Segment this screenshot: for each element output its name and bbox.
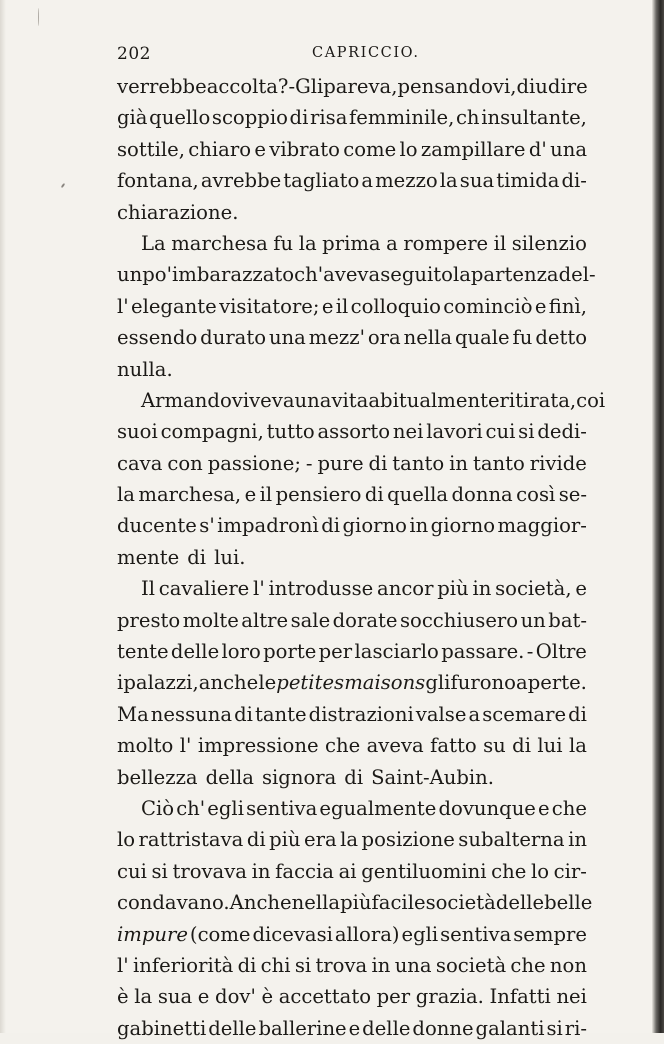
text-line [117,510,587,541]
word: giorno [430,514,496,538]
word: La [141,231,166,255]
word: cir- [553,859,587,883]
word: delle [170,640,220,664]
word: compagni, [160,420,264,444]
word: sale [290,608,331,632]
word: s' [199,514,215,538]
word: era [304,828,337,852]
word: verrebbe [117,75,207,98]
word: essendo [117,326,198,350]
word: si [151,859,168,883]
word: di [187,545,207,569]
word: finì, [548,294,587,318]
word: durato [200,326,267,350]
word: imbarazzato [171,263,295,287]
word: partenza [470,263,559,287]
word: furono [450,671,516,695]
word: ch'aveva [294,263,381,287]
text-line [117,667,587,698]
word: sua [459,169,495,193]
paper-speck [61,183,66,188]
word: fatto [430,734,477,758]
word: passione; [207,451,301,475]
word: ch' [176,796,206,820]
running-title: CAPRICCIO. [312,45,420,61]
word: e [244,483,257,507]
word: ri- [564,1016,587,1040]
word: silenzio [511,231,587,255]
word: lui. [214,545,246,569]
word: la [134,985,153,1009]
word: nella [403,326,453,350]
word: e [254,137,266,161]
word: e [197,985,210,1009]
word: lui [537,734,563,758]
word: ai [338,859,357,883]
text-line [117,134,587,165]
word: la [439,169,458,193]
word: della [205,765,254,789]
word: risa [310,106,348,130]
word: signora [261,765,337,789]
word: la [117,483,135,507]
word: l' [117,953,129,977]
word: una [294,388,332,412]
word: e [534,294,547,318]
word: tente [117,640,169,664]
word: vita [331,388,369,412]
word: quella [387,483,449,507]
page-gutter-shadow [0,0,6,1033]
word: ora [367,326,401,350]
word: fontana, [117,169,199,193]
word: accolta? [206,75,289,98]
word: avrebbe [200,169,282,193]
word: quale [454,326,510,350]
word: su [483,734,506,758]
word: tante [254,702,307,726]
word: dicevasi [252,922,333,946]
word: una [394,953,432,977]
word: dovunque [438,796,536,820]
word: in [449,451,468,475]
word: impadronì [217,514,319,538]
word: zampillare [420,137,526,161]
word: in [409,514,429,538]
word: donne [412,1016,474,1040]
italic-word: maisons [344,671,426,695]
word: Saint-Aubin. [371,765,495,789]
text-line [117,950,587,981]
text-line [117,197,587,228]
word: timida [496,169,560,193]
word: lo [399,137,418,161]
word: facile [371,891,426,915]
word: Ma [117,702,149,726]
word: (come [189,922,251,946]
word: già [117,106,148,130]
word: e [348,1016,361,1040]
word: molto [117,734,174,758]
text-line [117,291,587,322]
word: trova [315,953,368,977]
word: lo [530,859,550,883]
word: società [435,953,507,977]
word: mente [117,545,180,569]
word: distrazioni [308,702,414,726]
word: ritirata, [499,388,577,412]
word: i [117,671,124,695]
word: gli [425,671,451,695]
word: a [386,231,398,255]
word: galanti [475,1016,545,1040]
word: altre [241,608,289,632]
word: lavori [426,420,483,444]
italic-word: impure [117,922,188,946]
word: di [344,765,364,789]
word: trovava [172,859,247,883]
word: marchesa [171,231,268,255]
word: nulla. [117,357,173,381]
word: ancor [377,577,434,601]
word: si [294,953,312,977]
word: di [568,702,587,726]
word: gabinetti [117,1016,207,1040]
word: condavano. [117,891,230,915]
word: abitualmente [368,388,500,412]
text-line [117,636,587,667]
word: belle [544,891,593,915]
text-line [117,448,587,479]
word: il [259,483,273,507]
word: faccia [275,859,334,883]
word: introdusse [268,577,374,601]
word: di [289,106,309,130]
word: più [340,891,372,915]
word: scemare [482,702,567,726]
word: di- [561,169,587,193]
word: delle [362,1016,411,1040]
word: di [364,483,384,507]
word: che [491,859,527,883]
word: di [321,514,341,538]
word: è [261,985,274,1009]
word: chiaro [188,137,252,161]
word: grazia. [415,985,484,1009]
word: ducente [117,514,197,538]
word: sentiva [440,922,512,946]
word: - [526,640,534,664]
text-line [117,856,587,887]
text-line [117,416,587,447]
page-edge-binding [652,0,664,1033]
text-line [117,824,587,855]
word: cui [117,859,147,883]
word: più [269,828,301,852]
word: colloquio [350,294,441,318]
word: pensandovi, [397,75,517,98]
text-line [117,762,587,793]
word: accettato [278,985,372,1009]
text-line [117,102,587,133]
text-line [117,699,587,730]
word: che [551,796,587,820]
word: viveva [231,388,295,412]
word: la [452,263,471,287]
text-line [117,605,587,636]
text-line [117,919,587,950]
word: in [371,953,391,977]
word: in [568,828,587,852]
text-line [117,228,587,259]
word: tanto [392,451,445,475]
word: femminile, [349,106,455,130]
word: delle [208,1016,257,1040]
word: l' [253,577,265,601]
word: subalterna [458,828,565,852]
word: coi [576,388,606,412]
word: bellezza [117,765,198,789]
text-line [117,322,587,353]
word: sottile, [117,137,185,161]
word: dov' [215,985,256,1009]
word: per [318,640,353,664]
word: nei [392,420,424,444]
word: marchesa, [138,483,242,507]
paper-speck [38,8,39,26]
word: a [468,702,481,726]
word: Infatti [489,985,551,1009]
word: che [510,953,546,977]
word: rivide [529,451,587,475]
word: visitatore; [219,294,320,318]
word: sentiva [246,796,318,820]
word: mezz' [308,326,365,350]
word: socchiusero [399,608,519,632]
word: egli [207,796,244,820]
word: a [361,169,374,193]
italic-word: petites [276,671,345,695]
word: cui [485,420,516,444]
word: più [437,577,469,601]
text-line [117,887,593,918]
word: tanto [472,451,525,475]
word: nessuna [150,702,233,726]
word: l' [179,734,192,758]
text-line [117,542,587,573]
word: bat- [548,608,587,632]
word: e [575,577,587,601]
text-line [117,71,587,102]
word: pure [317,451,364,475]
word: valse [415,702,467,726]
word: sua [157,985,193,1009]
page-number: 202 [117,44,151,64]
word: le [258,671,277,695]
word: inferiorità [132,953,234,977]
word: Ciò [141,796,175,820]
word: loro [221,640,261,664]
word: prima [322,231,381,255]
word: un [117,263,143,287]
word: che [325,734,361,758]
word: chiarazione. [117,200,239,224]
word: ch [455,106,480,130]
word: società [425,891,496,915]
word: Gli [295,75,324,98]
text-line [117,981,587,1012]
word: un [520,608,546,632]
word: delle [495,891,545,915]
word: così [516,483,556,507]
word: con [167,451,203,475]
word: per [376,985,411,1009]
word: la [298,231,317,255]
word: Anche [229,891,292,915]
word: elegante [130,294,217,318]
word: di [368,451,388,475]
word: nella [291,891,341,915]
text-line [117,354,587,385]
text-line [117,385,606,416]
word: posizione [361,828,455,852]
word: si [546,1016,563,1040]
word: allora) [334,922,400,946]
word: dorate [332,608,398,632]
word: se- [558,483,587,507]
text-line [117,1013,587,1044]
word: sempre [513,922,587,946]
word: Armando [141,388,232,412]
word: e [321,294,334,318]
word: - [305,451,313,475]
word: detto [535,326,587,350]
text-line [117,259,596,290]
word: il [493,231,507,255]
word: lo [117,828,136,852]
word: di [516,75,536,98]
running-header [117,44,587,68]
word: chi [260,953,291,977]
word: gentiluomini [361,859,487,883]
word: egli [401,922,439,946]
word: in [251,859,271,883]
word: assorto [317,420,391,444]
word: e [538,796,550,820]
word: scoppio [211,106,288,130]
text-line [117,730,587,761]
word: cava [117,451,163,475]
word: si [518,420,535,444]
word: vibrato [269,137,340,161]
word: d' [528,137,547,161]
text-line [117,793,587,824]
word: passare. [441,640,525,664]
word: giorno [342,514,407,538]
text-line [117,479,587,510]
word: lasciarlo [354,640,439,664]
word: dedi- [537,420,587,444]
word: quello [149,106,211,130]
word: in [472,577,492,601]
word: pensiero [275,483,362,507]
word: cavaliere [158,577,250,601]
word: come [343,137,397,161]
word: mezzo [375,169,438,193]
word: il [335,294,349,318]
word: rompere [403,231,489,255]
word: la [340,828,359,852]
word: aperte. [516,671,587,695]
word: tagliato [283,169,360,193]
body-text [117,71,606,1044]
word: nei [556,985,587,1009]
word: l' [117,294,129,318]
word: cominciò [443,294,533,318]
word: fu [512,326,533,350]
word: pareva, [323,75,398,98]
word: aveva [366,734,424,758]
word: di [246,828,266,852]
word: impressione [197,734,319,758]
word: ballerine [258,1016,347,1040]
word: maggior- [497,514,587,538]
word: una [550,137,587,161]
word: - [288,75,296,98]
word: po' [142,263,172,287]
word: udire [535,75,588,98]
word: rattristava [138,828,244,852]
word: Oltre [535,640,587,664]
word: egualmente [319,796,437,820]
word: insultante, [481,106,587,130]
word: società, [495,577,572,601]
word: seguito [380,263,453,287]
word: non [549,953,587,977]
word: di [237,953,257,977]
text-line [117,165,587,196]
word: anche [198,671,259,695]
word: donna [451,483,513,507]
word: fu [273,231,294,255]
word: è [117,985,129,1009]
word: suoi [117,420,158,444]
word: tutto [266,420,315,444]
word: molte [182,608,239,632]
word: di [234,702,253,726]
word: porte [263,640,317,664]
word: presto [117,608,181,632]
word: Il [141,577,156,601]
word: una [268,326,306,350]
word: palazzi, [123,671,199,695]
word: di [512,734,531,758]
word: la [568,734,587,758]
word: del- [558,263,596,287]
text-line [117,573,587,604]
